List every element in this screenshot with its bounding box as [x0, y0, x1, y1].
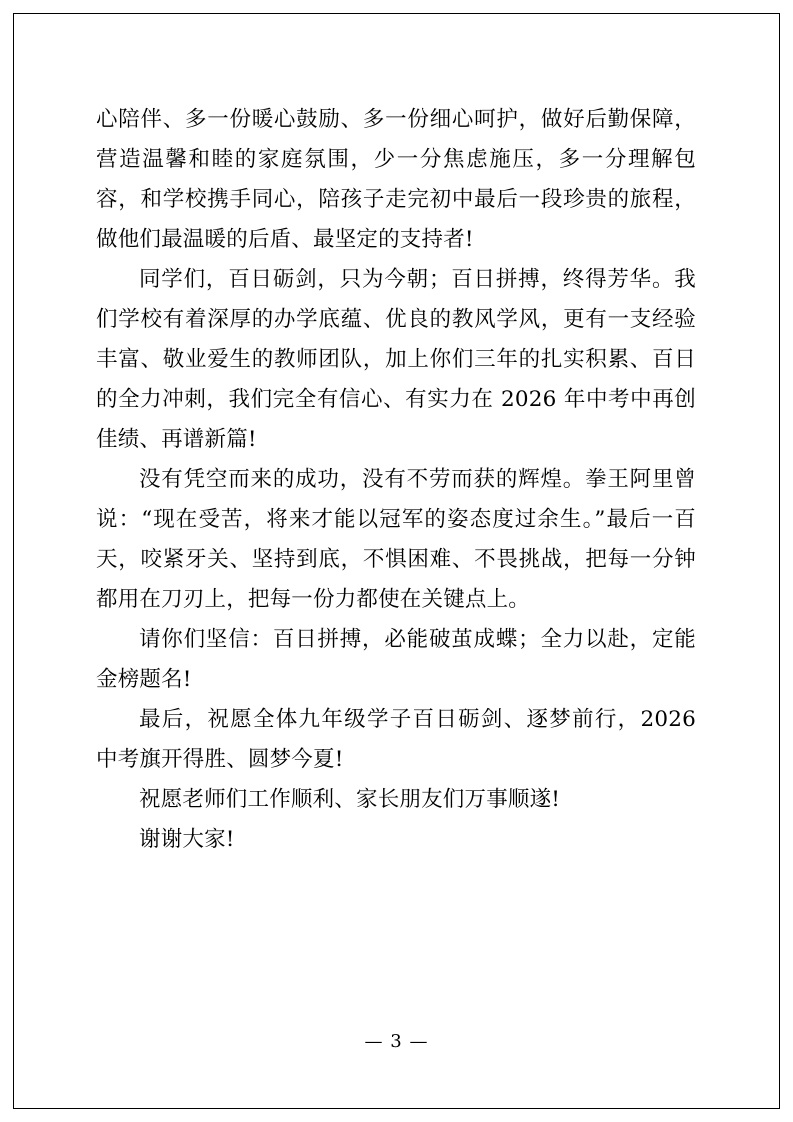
paragraph-1: 心陪伴、多一份暖心鼓励、多一份细心呵护，做好后勤保障，营造温馨和睦的家庭氛围，少一分焦虑施压，多一分理解包容，和学校携手同心，陪孩子走完初中最后一段珍贵的旅程，做他们最温暖的后盾、最坚定的支持者!	[96, 107, 696, 252]
paragraph-3: 没有凭空而来的成功，没有不劳而获的辉煌。拳王阿里曾说：“现在受苦，将来才能以冠军的姿态度过余生。”最后一百天，咬紧牙关、坚持到底，不惧困难、不畏挑战，把每一分钟都用在刀刃上，把每一份力都使在关键点上。	[96, 467, 696, 612]
page-number: — 3 —	[364, 1031, 429, 1052]
paragraph-5: 最后，祝愿全体九年级学子百日砺剑、逐梦前行，2026 中考旗开得胜、圆梦今夏!	[96, 707, 704, 772]
document-body	[96, 100, 704, 860]
paragraph-2: 同学们，百日砺剑，只为今朝；百日拼搏，终得芳华。我们学校有着深厚的办学底蕴、优良的教风学风，更有一支经验丰富、敬业爱生的教师团队，加上你们三年的扎实积累、百日的全力冲刺，我们完全有信心、有实力在 2026 年中考中再创佳绩、再谱新篇!	[96, 267, 696, 452]
paragraph-6: 祝愿老师们工作顺利、家长朋友们万事顺遂!	[139, 787, 561, 812]
paragraph-7: 谢谢大家!	[139, 827, 235, 852]
paragraph-4: 请你们坚信：百日拼搏，必能破茧成蝶；全力以赴，定能金榜题名!	[96, 627, 696, 692]
